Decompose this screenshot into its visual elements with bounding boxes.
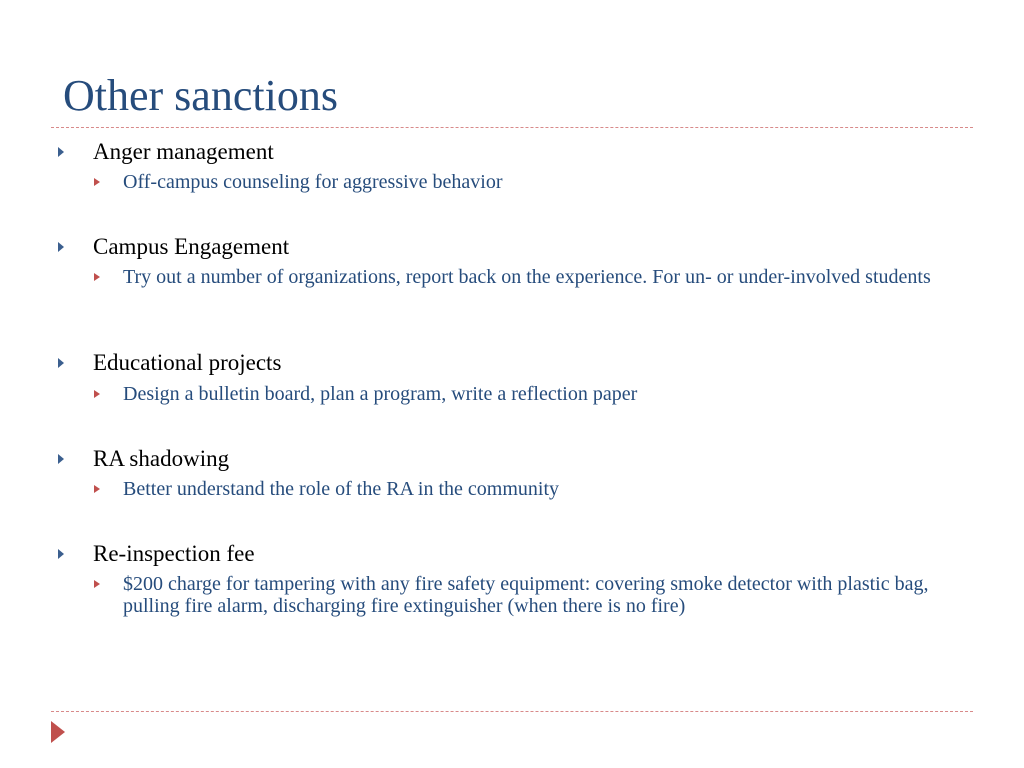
bullet-item: Re-inspection fee [93,541,255,566]
bullet-arrow-icon [58,358,64,368]
sub-bullet-arrow-icon [94,485,100,493]
sub-bullet-item: $200 charge for tampering with any fire safety equipment: covering smoke detector with plastic bag, pulling fire alarm, discharging fire extinguisher (when there is no fire) [123,573,929,617]
bullet-item: Anger management [93,139,274,164]
bullet-item: RA shadowing [93,446,230,471]
sub-bullet-arrow-icon [94,390,100,398]
sub-bullet-item: Better understand the role of the RA in the community [123,478,560,500]
bullet-item: Educational projects [93,350,282,375]
bullet-item: Campus Engagement [93,234,290,259]
sub-bullet-item: Off-campus counseling for aggressive behavior [123,171,503,193]
footer-divider [51,711,973,712]
sub-bullet-arrow-icon [94,273,100,281]
sub-bullet-item: Design a bulletin board, plan a program, write a reflection paper [123,383,638,405]
sub-bullet-arrow-icon [94,178,100,186]
bullet-arrow-icon [58,147,64,157]
bullet-arrow-icon [58,549,64,559]
sub-bullet-arrow-icon [94,580,100,588]
bullet-arrow-icon [58,454,64,464]
sub-bullet-item: Try out a number of organizations, report back on the experience. For un- or under-involved students [123,266,931,288]
bullet-arrow-icon [58,242,64,252]
corner-triangle-icon [51,721,65,743]
slide-title: Other sanctions [63,71,338,120]
